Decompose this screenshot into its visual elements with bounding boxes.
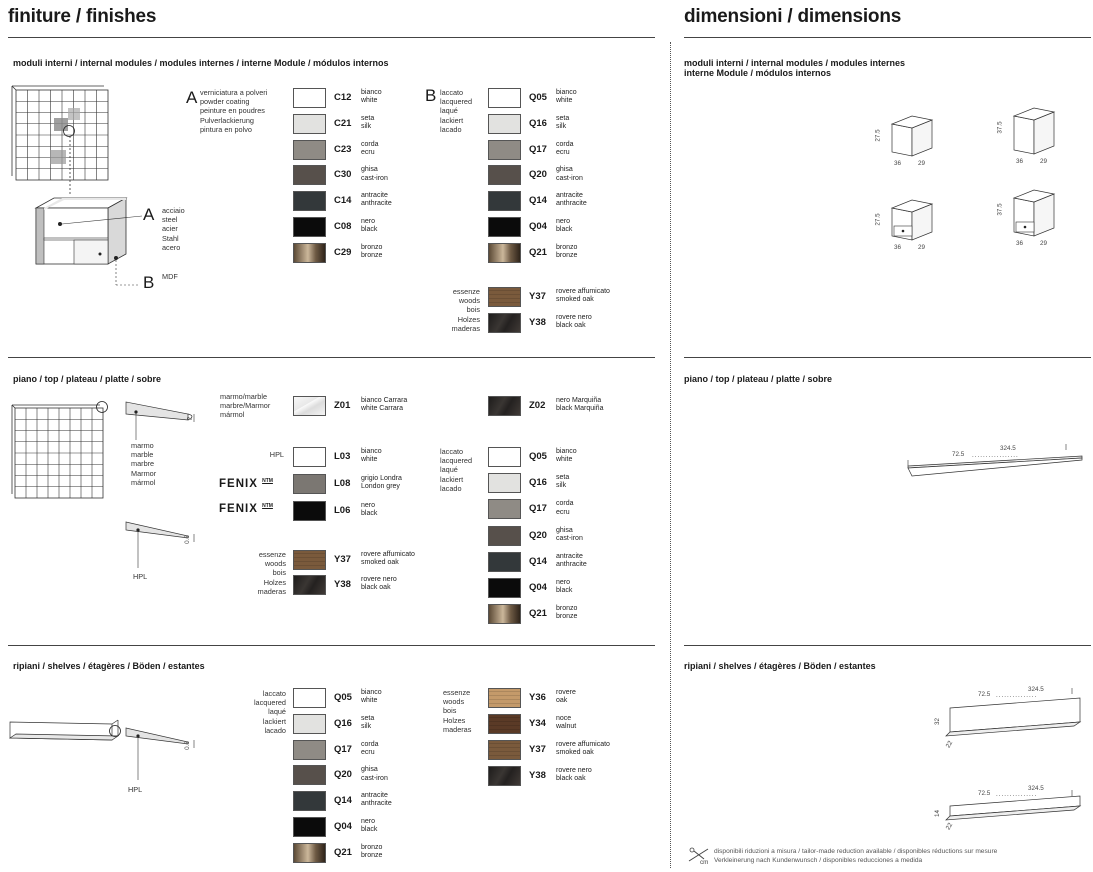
woods-text: essenze woods bois Holzes maderas bbox=[443, 688, 472, 734]
mdf-label: MDF bbox=[162, 272, 178, 281]
dim-max-length: 324.5 bbox=[1028, 785, 1044, 792]
title-rule-right bbox=[684, 37, 1091, 38]
finish-code: Y37 bbox=[529, 744, 546, 755]
dim-modules-heading: moduli interni / internal modules / modules internes interne Module / módulos internos bbox=[684, 58, 906, 78]
finish-code: Z02 bbox=[529, 400, 546, 411]
lacquer-text: laccato lacquered laqué lackiert lacado bbox=[440, 447, 473, 493]
fenix-logo: FENIX $^{NTM}$ bbox=[219, 478, 273, 490]
dim-module-width: 29 bbox=[1040, 240, 1048, 247]
swatch-q17 bbox=[488, 140, 521, 160]
finish-name: rovere nero black oak bbox=[361, 576, 397, 592]
finish-name: ghisa cast-iron bbox=[556, 166, 583, 182]
finish-code: C21 bbox=[334, 117, 352, 129]
finish-name: corda ecru bbox=[361, 740, 379, 756]
finish-name: rovere oak bbox=[556, 689, 576, 705]
finish-name: seta silk bbox=[361, 714, 375, 730]
finish-name: antracite anthracite bbox=[556, 192, 587, 208]
finish-name: antracite anthracite bbox=[361, 792, 392, 808]
swatch-q20 bbox=[488, 165, 521, 185]
finish-code: C12 bbox=[334, 92, 352, 103]
dim-marble: 2 bbox=[186, 416, 194, 421]
dim-module-depth: 36 bbox=[1016, 240, 1024, 247]
finish-code: Y38 bbox=[529, 770, 546, 781]
finish-name: nero black bbox=[556, 218, 573, 234]
finish-name: seta silk bbox=[361, 114, 375, 130]
swatch-q17 bbox=[293, 740, 326, 760]
swatch-q14 bbox=[293, 791, 326, 811]
finish-code: Y37 bbox=[529, 291, 546, 302]
dim-shelf-depth: 22 bbox=[944, 739, 955, 750]
finish-name: bronzo bronze bbox=[556, 243, 578, 259]
lacquer-text: laccato lacquered laqué lackiert lacado bbox=[253, 689, 286, 735]
marble-text: marmo/marble marbre/Marmor mármol bbox=[220, 392, 271, 420]
finish-name: ghisa cast-iron bbox=[361, 766, 388, 782]
swatch-q04 bbox=[488, 217, 521, 237]
finish-name: corda ecru bbox=[361, 140, 379, 156]
swatch-z02 bbox=[488, 396, 521, 416]
finish-name: rovere affumicato smoked oak bbox=[556, 741, 610, 757]
finish-name: rovere nero black oak bbox=[556, 314, 592, 330]
finish-name: ghisa cast-iron bbox=[556, 526, 583, 542]
top-dimension-drawing bbox=[904, 444, 1084, 480]
finish-name: rovere affumicato smoked oak bbox=[556, 288, 610, 304]
finish-name: nero black bbox=[361, 818, 378, 834]
dim-module-height: 27.5 bbox=[874, 129, 882, 142]
finish-code: Q20 bbox=[529, 529, 547, 541]
dim-module-depth: 36 bbox=[894, 160, 902, 167]
swatch-y37 bbox=[488, 287, 521, 307]
dim-max-length: 324.5 bbox=[1000, 445, 1016, 452]
fenix-logo: FENIX $^{NTM}$ bbox=[219, 503, 273, 515]
dim-dots: ............... bbox=[996, 692, 1038, 699]
swatch-c12 bbox=[293, 88, 326, 108]
finish-name: corda ecru bbox=[556, 140, 574, 156]
finish-name: noce walnut bbox=[556, 715, 577, 731]
finish-code: C08 bbox=[334, 221, 352, 232]
module-illustration bbox=[30, 196, 130, 276]
swatch-y38 bbox=[293, 575, 326, 595]
finish-code: Q04 bbox=[529, 582, 547, 593]
hpl-label: HPL bbox=[128, 785, 143, 794]
finish-code: Y38 bbox=[529, 317, 546, 328]
finish-name: bianco Carrara white Carrara bbox=[361, 397, 408, 413]
finish-name: nero black bbox=[361, 218, 378, 234]
zoom-circle-icon bbox=[95, 400, 109, 414]
zoom-circle-icon bbox=[108, 724, 122, 738]
finish-name: corda ecru bbox=[556, 500, 574, 516]
swatch-q21 bbox=[293, 843, 326, 863]
swatch-q14 bbox=[488, 552, 521, 572]
swatch-z01 bbox=[293, 396, 326, 416]
finish-code: Q21 bbox=[529, 608, 547, 620]
finish-name: grigio Londra London grey bbox=[361, 475, 402, 491]
dim-module-height: 37.5 bbox=[996, 203, 1004, 216]
finish-name: bianco white bbox=[361, 448, 382, 464]
leader-dotted-line bbox=[69, 136, 73, 198]
dim-module-height: 37.5 bbox=[996, 121, 1004, 134]
module-dimension-sketch bbox=[880, 200, 940, 260]
swatch-q21 bbox=[488, 243, 521, 263]
group-b-letter: B bbox=[425, 86, 437, 105]
finish-name: rovere nero black oak bbox=[556, 767, 592, 783]
finish-code: Q16 bbox=[334, 717, 352, 729]
finish-code: Q04 bbox=[529, 221, 547, 232]
finish-name: bronzo bronze bbox=[556, 605, 578, 621]
letter-a: A bbox=[143, 205, 155, 224]
woods-text: essenze woods bois Holzes maderas bbox=[257, 550, 286, 596]
cm-unit: cm bbox=[700, 859, 709, 866]
finish-code: Q20 bbox=[529, 169, 547, 181]
hpl-text: HPL bbox=[269, 450, 284, 459]
finish-code: L06 bbox=[334, 505, 351, 516]
dim-module-depth: 36 bbox=[1016, 158, 1024, 165]
swatch-c21 bbox=[293, 114, 326, 134]
finish-name: nero Marquiña black Marquiña bbox=[556, 397, 604, 413]
finish-name: antracite anthracite bbox=[556, 552, 587, 568]
footnote: disponibili riduzioni a misura / tailor-made reduction available / disponibles réductions sur mesure Verkleinerung nach Kundenwunsch / disponibles reducciones a medida bbox=[714, 848, 998, 864]
swatch-q04 bbox=[293, 817, 326, 837]
swatch-c29 bbox=[293, 243, 326, 263]
swatch-c30 bbox=[293, 165, 326, 185]
finish-code: Q14 bbox=[529, 195, 547, 207]
swatch-q16 bbox=[488, 114, 521, 134]
swatch-y38 bbox=[488, 766, 521, 786]
dim-shelf-height: 14 bbox=[934, 809, 942, 818]
dimensions-title: dimensioni / dimensions bbox=[684, 6, 902, 27]
finish-name: seta silk bbox=[556, 114, 570, 130]
dim-max-length: 324.5 bbox=[1028, 686, 1044, 693]
swatch-q04 bbox=[488, 578, 521, 598]
finish-code: Q05 bbox=[529, 451, 547, 462]
finish-code: Q14 bbox=[529, 555, 547, 567]
marble-label: marmo marble marbre Marmor mármol bbox=[131, 441, 157, 487]
swatch-q17 bbox=[488, 499, 521, 519]
swatch-y37 bbox=[293, 550, 326, 570]
group-a-letter: A bbox=[186, 88, 198, 107]
swatch-q20 bbox=[488, 526, 521, 546]
swatch-y34 bbox=[488, 714, 521, 734]
swatch-y38 bbox=[488, 313, 521, 333]
swatch-q16 bbox=[488, 473, 521, 493]
hpl-top-section bbox=[124, 516, 204, 576]
finishes-title: finiture / finishes bbox=[8, 6, 157, 27]
finish-code: C29 bbox=[334, 246, 352, 258]
swatch-q05 bbox=[488, 88, 521, 108]
finish-code: Q17 bbox=[529, 143, 547, 155]
bookcase-illustration bbox=[12, 404, 106, 502]
dim-min-length: 72.5 bbox=[978, 691, 991, 698]
group-b-text: laccato lacquered laqué lackiert lacado bbox=[440, 88, 473, 134]
shelves-heading: ripiani / shelves / étagères / Böden / estantes bbox=[13, 661, 205, 671]
section-rule bbox=[8, 645, 655, 646]
finish-code: L08 bbox=[334, 478, 351, 489]
dim-top-heading: piano / top / plateau / platte / sobre bbox=[684, 374, 833, 384]
swatch-l08 bbox=[293, 474, 326, 494]
finish-code: Y36 bbox=[529, 692, 546, 703]
finish-code: Y37 bbox=[334, 554, 351, 565]
finish-name: bronzo bronze bbox=[361, 243, 383, 259]
letter-b: B bbox=[143, 273, 155, 292]
column-divider bbox=[670, 42, 671, 868]
finish-code: Q17 bbox=[529, 503, 547, 515]
internal-modules-heading: moduli interni / internal modules / modules internes / interne Module / módulos internos bbox=[13, 58, 389, 68]
finish-name: rovere affumicato smoked oak bbox=[361, 551, 415, 567]
finish-code: Q21 bbox=[334, 846, 352, 858]
swatch-q16 bbox=[293, 714, 326, 734]
swatch-q14 bbox=[488, 191, 521, 211]
finish-code: Q21 bbox=[529, 246, 547, 258]
finish-name: bianco white bbox=[556, 448, 577, 464]
swatch-c14 bbox=[293, 191, 326, 211]
swatch-q05 bbox=[488, 447, 521, 467]
woods-text: essenze woods bois Holzes maderas bbox=[451, 287, 480, 333]
steel-label: acciaio steel acier Stahl acero bbox=[162, 206, 185, 252]
swatch-c23 bbox=[293, 140, 326, 160]
finish-code: Q04 bbox=[334, 821, 352, 832]
finish-code: C23 bbox=[334, 143, 352, 155]
finish-code: L03 bbox=[334, 451, 351, 462]
swatch-c08 bbox=[293, 217, 326, 237]
module-dimension-sketch bbox=[1002, 108, 1062, 168]
finish-name: seta silk bbox=[556, 474, 570, 490]
finish-code: Y34 bbox=[529, 718, 546, 729]
finish-name: nero black bbox=[361, 502, 378, 518]
section-rule bbox=[684, 645, 1091, 646]
dim-module-depth: 36 bbox=[894, 244, 902, 251]
swatch-l06 bbox=[293, 501, 326, 521]
hpl-shelf-section bbox=[124, 722, 204, 788]
dim-min-length: 72.5 bbox=[952, 451, 965, 458]
dim-dots: ................. bbox=[972, 452, 1019, 459]
finish-code: Q16 bbox=[529, 117, 547, 129]
finish-code: Q17 bbox=[334, 743, 352, 755]
finish-code: C14 bbox=[334, 195, 352, 207]
finish-code: Q05 bbox=[529, 92, 547, 103]
swatch-l03 bbox=[293, 447, 326, 467]
finish-name: bronzo bronze bbox=[361, 843, 383, 859]
swatch-q21 bbox=[488, 604, 521, 624]
swatch-y37 bbox=[488, 740, 521, 760]
finish-code: C30 bbox=[334, 169, 352, 181]
finish-name: nero black bbox=[556, 579, 573, 595]
group-a-text: verniciatura a polveri powder coating peinture en poudres Pulverlackierung pintura en polvo bbox=[200, 88, 268, 134]
dim-hpl: 0.6 bbox=[183, 741, 191, 750]
swatch-q05 bbox=[293, 688, 326, 708]
dim-shelves-heading: ripiani / shelves / étagères / Böden / estantes bbox=[684, 661, 876, 671]
finish-code: Z01 bbox=[334, 400, 351, 411]
dim-shelf-height: 32 bbox=[934, 717, 942, 726]
swatch-q20 bbox=[293, 765, 326, 785]
module-dimension-sketch bbox=[880, 116, 940, 176]
hpl-label: HPL bbox=[133, 572, 148, 581]
finish-name: bianco white bbox=[556, 89, 577, 105]
finish-name: antracite anthracite bbox=[361, 192, 392, 208]
title-rule-left bbox=[8, 37, 655, 38]
swatch-y36 bbox=[488, 688, 521, 708]
top-heading: piano / top / plateau / platte / sobre bbox=[13, 374, 162, 384]
finish-code: Q05 bbox=[334, 692, 352, 703]
module-dimension-sketch bbox=[1002, 190, 1062, 250]
dim-dots: ............... bbox=[996, 791, 1038, 798]
dim-module-width: 29 bbox=[918, 244, 926, 251]
finish-code: Y38 bbox=[334, 579, 351, 590]
section-rule bbox=[684, 357, 1091, 358]
finish-name: bianco white bbox=[361, 89, 382, 105]
finish-code: Q20 bbox=[334, 769, 352, 781]
finish-name: bianco white bbox=[361, 689, 382, 705]
dim-min-length: 72.5 bbox=[978, 790, 991, 797]
section-rule bbox=[8, 357, 655, 358]
dim-hpl: 0.6 bbox=[183, 535, 191, 544]
dim-module-width: 29 bbox=[918, 160, 926, 167]
dim-shelf-depth: 22 bbox=[944, 821, 955, 832]
finish-code: Q14 bbox=[334, 795, 352, 807]
dim-module-height: 27.5 bbox=[874, 213, 882, 226]
finish-code: Q16 bbox=[529, 477, 547, 489]
dim-module-width: 29 bbox=[1040, 158, 1048, 165]
finish-name: ghisa cast-iron bbox=[361, 166, 388, 182]
